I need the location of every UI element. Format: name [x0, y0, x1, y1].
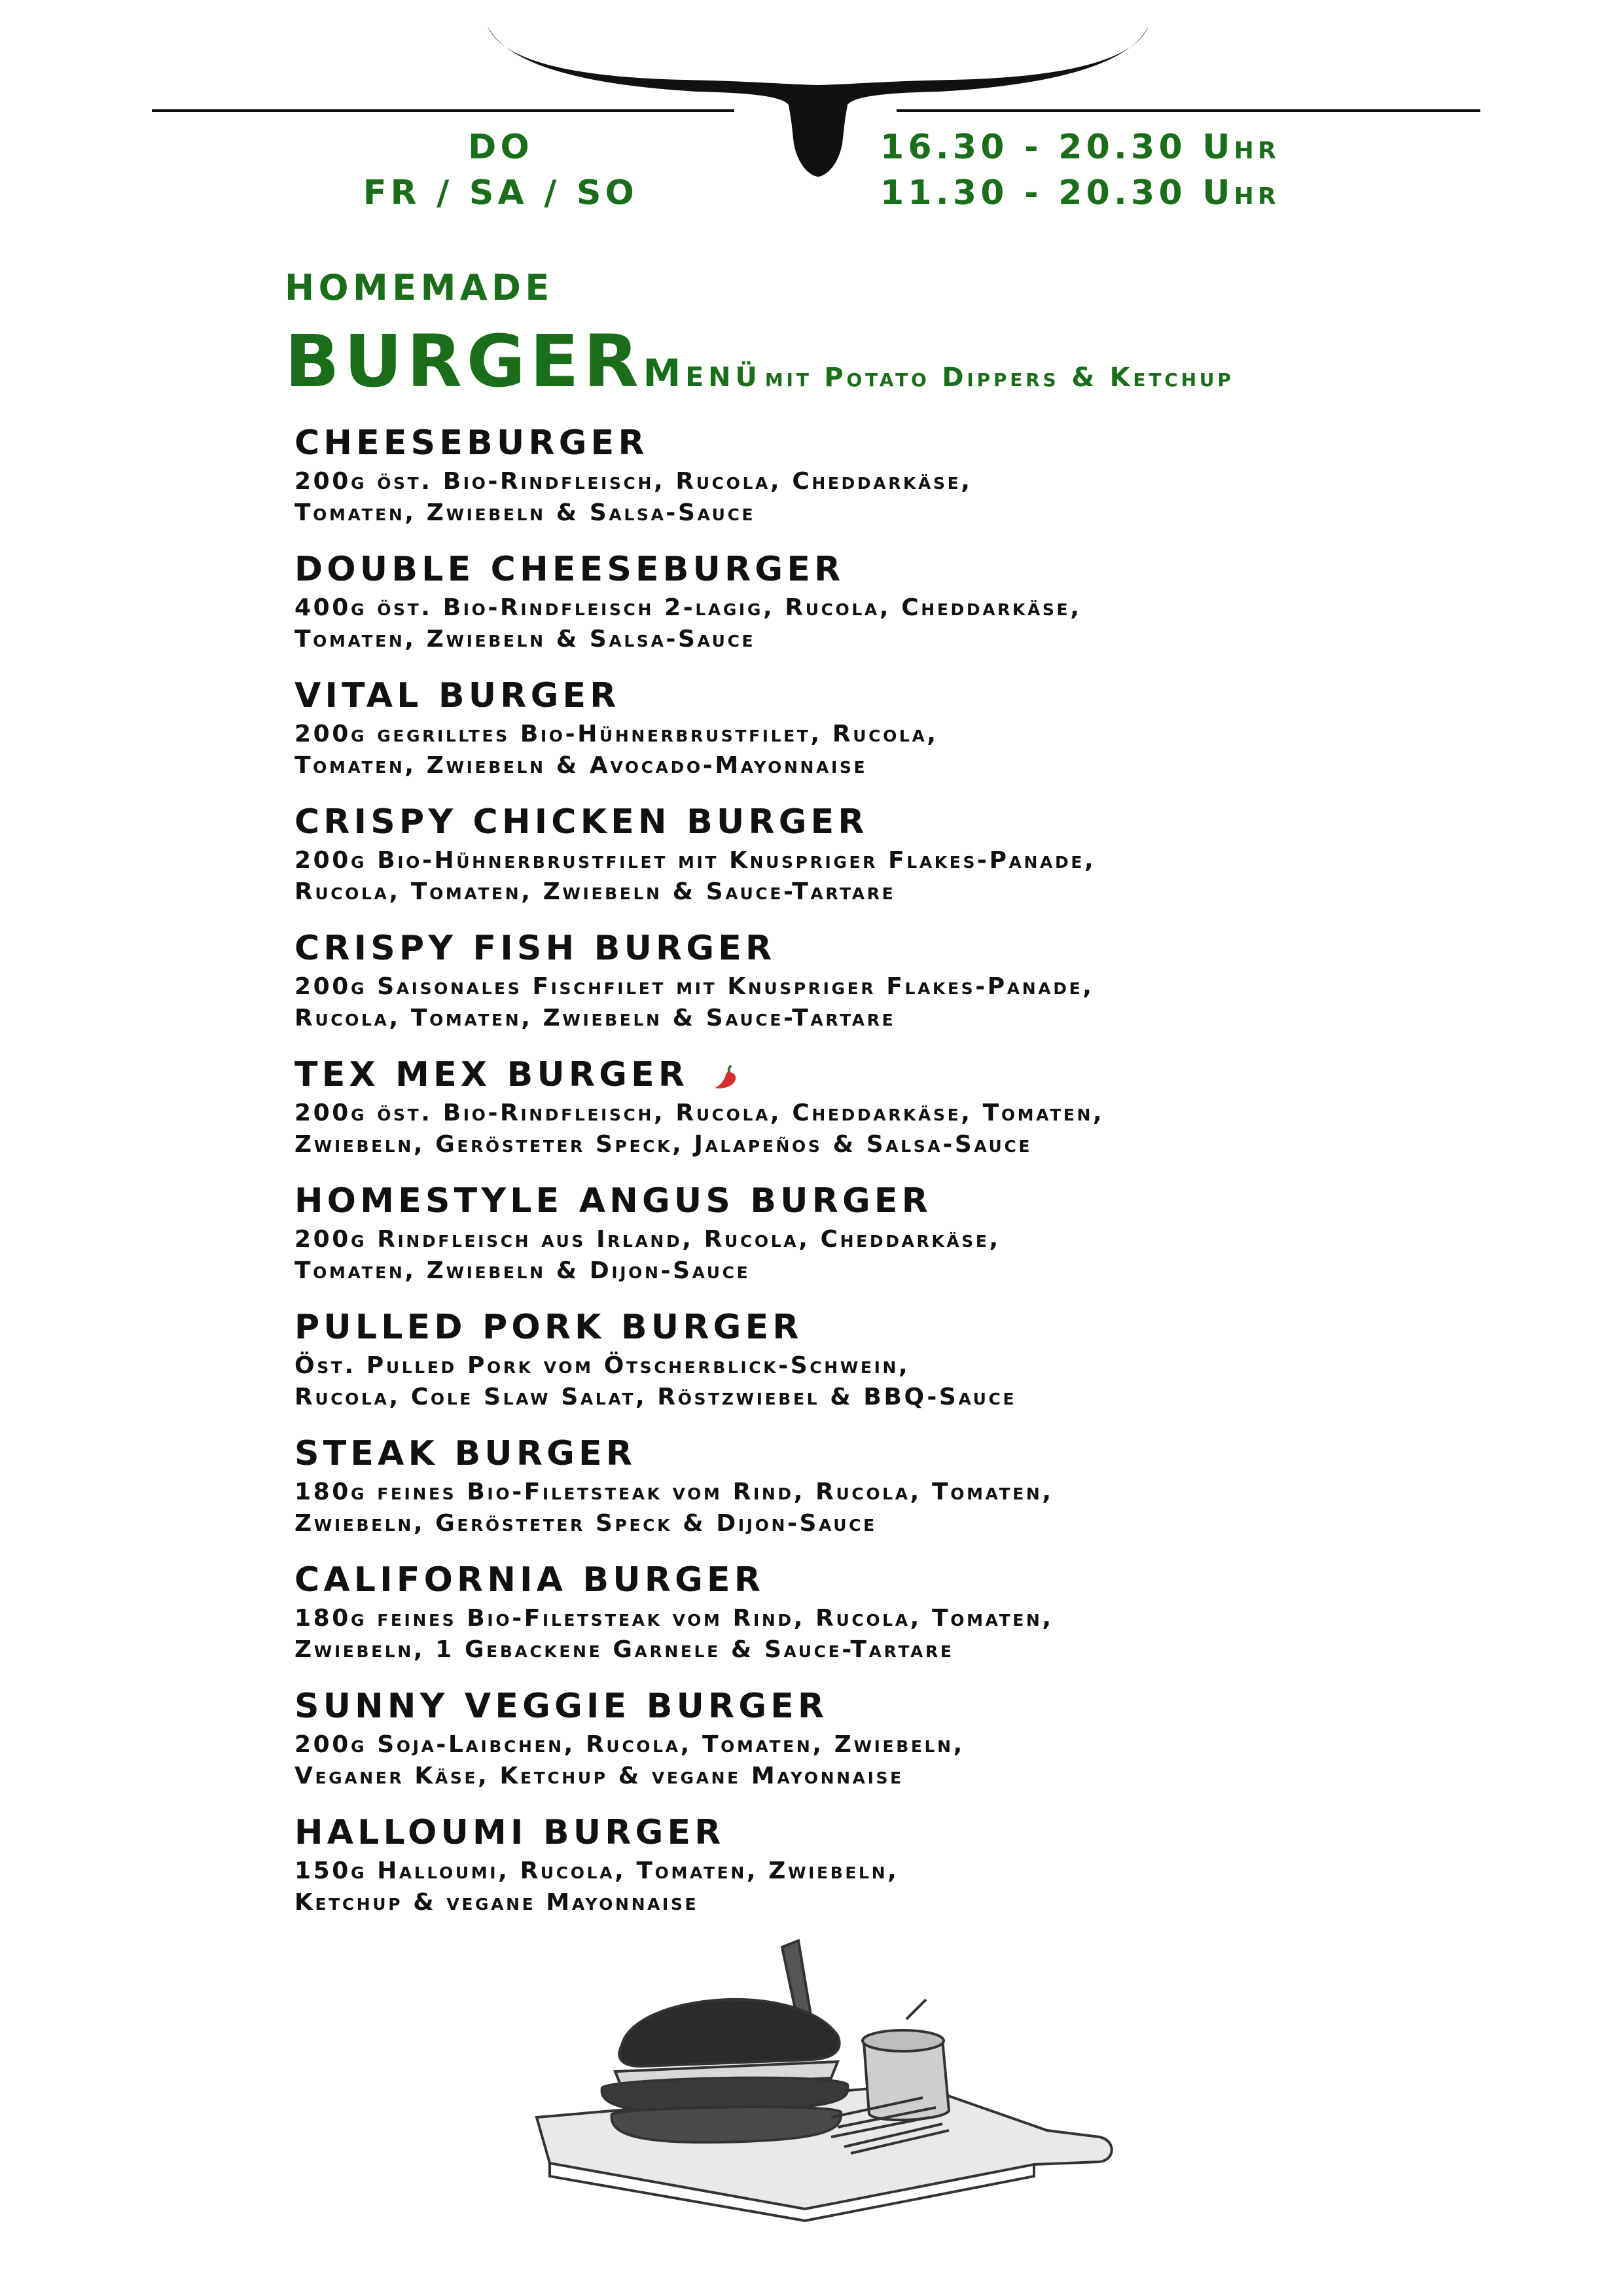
hours-time-1: 16.30 - 20.30 Uhr [880, 128, 1281, 167]
item-description: 200g Rindfleisch aus Irland, Rucola, Cheddarkäse, Tomaten, Zwiebeln & Dijon-Sauce [294, 1226, 1001, 1284]
item-description: 200g Saisonales Fischfilet mit Knuspriger Flakes-Panade, Rucola, Tomaten, Zwiebeln & Sauce-Tartare [294, 973, 1094, 1031]
menu-item [294, 420, 1472, 547]
item-name: CRISPY CHICKEN BURGER [294, 802, 868, 842]
item-name-row [294, 1052, 1472, 1098]
hours-time-2: 11.30 - 20.30 Uhr [880, 173, 1281, 213]
chili-icon [711, 1062, 741, 1092]
hours-day-1: DO [468, 128, 533, 167]
item-name: CHEESEBURGER [294, 423, 649, 463]
item-description: Öst. Pulled Pork vom Ötscherblick-Schwein, Rucola, Cole Slaw Salat, Röstzwiebel & BBQ-Sauce [294, 1352, 1017, 1410]
item-name: STEAK BURGER [294, 1434, 637, 1473]
item-description: 180g feines Bio-Filetsteak vom Rind, Rucola, Tomaten, Zwiebeln, 1 Gebackene Garnele & Sauce-Tartare [294, 1605, 1054, 1663]
menu-item [294, 1810, 1472, 1936]
item-name: VITAL BURGER [294, 676, 620, 715]
item-description: 200g öst. Bio-Rindfleisch, Rucola, Cheddarkäse, Tomaten, Zwiebeln & Salsa-Sauce [294, 468, 972, 526]
item-name: SUNNY VEGGIE BURGER [294, 1687, 829, 1726]
menu-title [285, 319, 1234, 403]
menu-item [294, 547, 1472, 673]
menu-item [294, 1178, 1472, 1304]
item-name: TEX MEX BURGER [294, 1055, 689, 1094]
item-name: PULLED PORK BURGER [294, 1308, 803, 1347]
item-description: 200g gegrilltes Bio-Hühnerbrustfilet, Rucola, Tomaten, Zwiebeln & Avocado-Mayonnaise [294, 721, 938, 779]
menu-item [294, 925, 1472, 1052]
burger-menu-list [294, 420, 1472, 1936]
menu-item [294, 1557, 1472, 1683]
item-name: HALLOUMI BURGER [294, 1813, 725, 1852]
item-name: CALIFORNIA BURGER [294, 1560, 765, 1600]
item-description: 200g Soja-Laibchen, Rucola, Tomaten, Zwiebeln, Veganer Käse, Ketchup & vegane Mayonnaise [294, 1731, 965, 1789]
menu-item [294, 799, 1472, 925]
item-description: 400g öst. Bio-Rindfleisch 2-lagig, Rucola, Cheddarkäse, Tomaten, Zwiebeln & Salsa-Sauce [294, 594, 1082, 653]
item-description: 150g Halloumi, Rucola, Tomaten, Zwiebeln, Ketchup & vegane Mayonnaise [294, 1857, 899, 1916]
item-name: HOMESTYLE ANGUS BURGER [294, 1181, 932, 1221]
hours-day-2: FR / SA / SO [363, 173, 639, 213]
title-subtitle: mit Potato Dippers & Ketchup [764, 363, 1234, 393]
title-burger: BURGER [285, 319, 643, 403]
item-name: DOUBLE CHEESEBURGER [294, 550, 845, 589]
burger-board-illustration [524, 1921, 1126, 2222]
item-description: 200g öst. Bio-Rindfleisch, Rucola, Cheddarkäse, Tomaten, Zwiebeln, Gerösteter Speck, Jalapeños & Salsa-Sauce [294, 1100, 1105, 1158]
menu-item [294, 1052, 1472, 1178]
item-name: CRISPY FISH BURGER [294, 929, 776, 968]
menu-item [294, 1683, 1472, 1810]
homemade-label: HOMEMADE [285, 267, 554, 308]
title-menu: Menü [643, 351, 762, 395]
item-description: 180g feines Bio-Filetsteak vom Rind, Rucola, Tomaten, Zwiebeln, Gerösteter Speck & Dijon-Sauce [294, 1479, 1054, 1537]
menu-item [294, 1304, 1472, 1431]
menu-item [294, 673, 1472, 799]
item-description: 200g Bio-Hühnerbrustfilet mit Knuspriger Flakes-Panade, Rucola, Tomaten, Zwiebeln & Sauce-Tartare [294, 847, 1096, 905]
menu-item [294, 1431, 1472, 1557]
